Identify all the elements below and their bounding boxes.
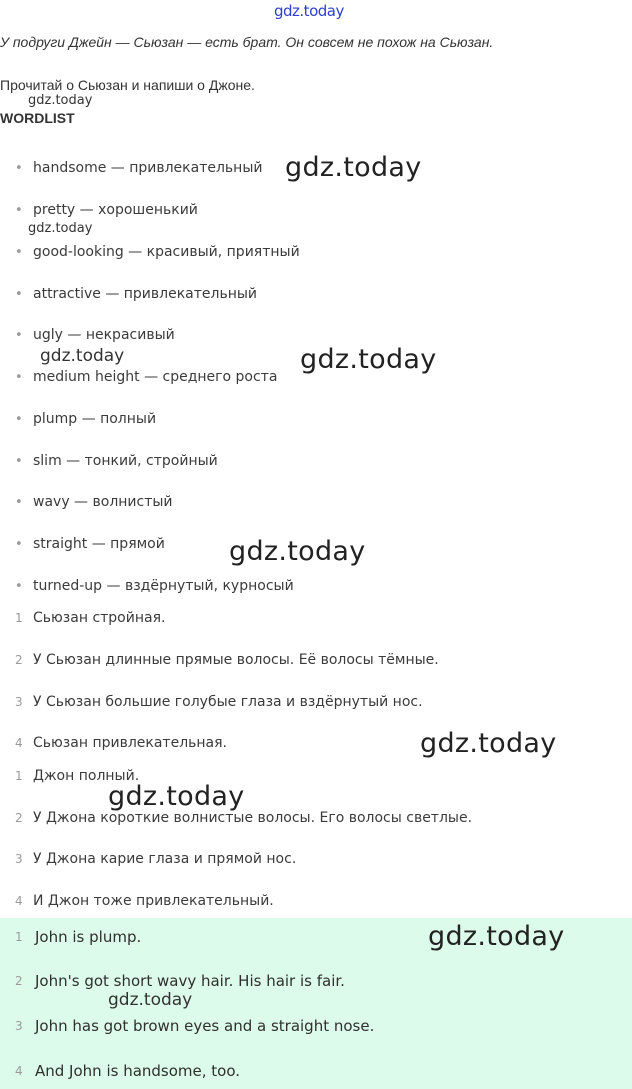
wordlist-item [0,575,294,597]
wordlist-item-text: ugly — некрасивый [33,327,175,343]
bullet-icon: • [15,327,23,343]
task-text: Прочитай о Сьюзан и напиши о Джоне. [0,77,255,93]
watermark: gdz.today [285,152,422,183]
watermark: gdz.today [28,221,93,236]
bullet-icon: • [15,244,23,260]
wordlist-item [0,199,198,221]
bullet-icon: • [15,494,23,510]
wordlist-item-text: pretty — хорошенький [33,202,198,218]
item-text: Джон полный. [33,768,140,784]
wordlist-item [0,157,262,179]
wordlist-item-text: good-looking — красивый, приятный [33,244,300,260]
watermark: gdz.today [229,536,366,567]
list-item [0,691,423,713]
watermark: gdz.today [420,728,557,759]
wordlist-item [0,408,156,430]
wordlist-item-text: attractive — привлекательный [33,286,258,302]
wordlist-item [0,491,173,513]
item-text: И Джон тоже привлекательный. [33,893,274,909]
item-text: And John is handsome, too. [35,1062,241,1080]
wordlist-item [0,241,300,263]
wordlist-item [0,283,257,305]
item-number: 3 [15,852,23,866]
item-number: 2 [15,974,23,988]
list-item [0,848,296,870]
answer-item [0,970,345,992]
item-number: 2 [15,653,23,667]
item-text: У Сьюзан длинные прямые волосы. Её волосы тёмные. [33,652,439,668]
answer-item [0,1060,240,1082]
item-text: Сьюзан стройная. [33,610,166,626]
bullet-icon: • [15,578,23,594]
item-text: John's got short wavy hair. His hair is fair. [35,972,345,990]
item-number: 4 [15,894,23,908]
item-text: John has got brown eyes and a straight nose. [35,1017,375,1035]
wordlist-item-text: slim — тонкий, стройный [33,453,218,469]
item-number: 3 [15,695,23,709]
item-text: У Джона короткие волнистые волосы. Его волосы светлые. [33,810,473,826]
watermark: gdz.today [108,781,245,812]
watermark: gdz.today [428,921,565,952]
item-number: 1 [15,769,23,783]
wordlist-item-text: handsome — привлекательный [33,160,263,176]
wordlist-item [0,324,175,346]
item-number: 4 [15,1064,23,1078]
watermark: gdz.today [40,346,125,366]
wordlist-title: WORDLIST [0,110,75,126]
wordlist-item-text: turned-up — вздёрнутый, курносый [33,578,294,594]
list-item [0,607,165,629]
bullet-icon: • [15,536,23,552]
wordlist-item [0,366,277,388]
item-text: John is plump. [35,928,142,946]
bullet-icon: • [15,411,23,427]
bullet-icon: • [15,286,23,302]
bullet-icon: • [15,369,23,385]
intro-text: У подруги Джейн — Сьюзан — есть брат. Он совсем не похож на Сьюзан. [0,34,494,50]
item-text: У Сьюзан большие голубые глаза и вздёрнутый нос. [33,694,423,710]
item-text: У Джона карие глаза и прямой нос. [33,851,297,867]
wordlist-item [0,450,218,472]
wordlist-item-text: plump — полный [33,411,157,427]
item-number: 1 [15,930,23,944]
bullet-icon: • [15,160,23,176]
item-number: 3 [15,1019,23,1033]
watermark: gdz.today [300,344,437,375]
wordlist-item-text: straight — прямой [33,536,165,552]
wordlist-item [0,533,165,555]
answer-item [0,926,141,948]
wordlist-item-text: wavy — волнистый [33,494,173,510]
watermark: gdz.today [108,990,193,1010]
list-item [0,649,439,671]
list-item [0,890,274,912]
item-number: 1 [15,611,23,625]
item-number: 4 [15,736,23,750]
watermark-top: gdz.today [274,2,344,20]
bullet-icon: • [15,453,23,469]
answer-item [0,1015,374,1037]
wordlist-item-text: medium height — среднего роста [33,369,278,385]
item-text: Сьюзан привлекательная. [33,735,227,751]
watermark: gdz.today [28,93,93,108]
bullet-icon: • [15,202,23,218]
list-item [0,732,227,754]
item-number: 2 [15,811,23,825]
